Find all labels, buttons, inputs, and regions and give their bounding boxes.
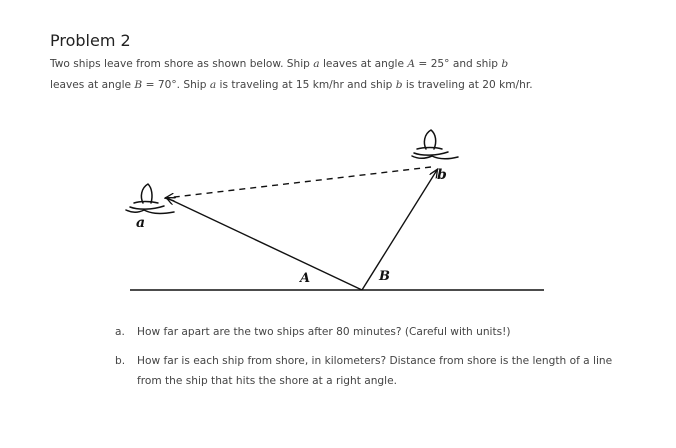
- question-text: How far apart are the two ships after 80 minutes? (Careful with units!): [137, 326, 511, 338]
- problem-title: Problem 2: [50, 31, 131, 50]
- intro-line-2: leaves at angle B = 70°. Ship a is traveling at 15 km/hr and ship b is traveling at 20 km/hr.: [50, 79, 533, 91]
- question-item: [115, 351, 615, 391]
- ship-b-label: b: [437, 167, 447, 183]
- intro-line-1: Two ships leave from shore as shown below. Ship a leaves at angle A = 25° and ship b: [50, 58, 509, 70]
- angle-B-label: B: [379, 269, 390, 284]
- boat-icon: [412, 130, 458, 159]
- ship-b-path: [362, 170, 437, 290]
- distance-dashed-line: [166, 167, 431, 198]
- ship-a-label: a: [136, 215, 146, 231]
- question-list: [115, 322, 615, 400]
- question-text: How far is each ship from shore, in kilometers? Distance from shore is the length of a line from the ship that hits the shore at a right angle.: [137, 355, 613, 387]
- question-marker: b.: [115, 355, 126, 367]
- question-item: [115, 322, 615, 342]
- angle-A-label: A: [300, 271, 311, 286]
- boat-icon: [126, 184, 174, 213]
- ship-a-path: [167, 198, 362, 290]
- question-marker: a.: [115, 326, 125, 338]
